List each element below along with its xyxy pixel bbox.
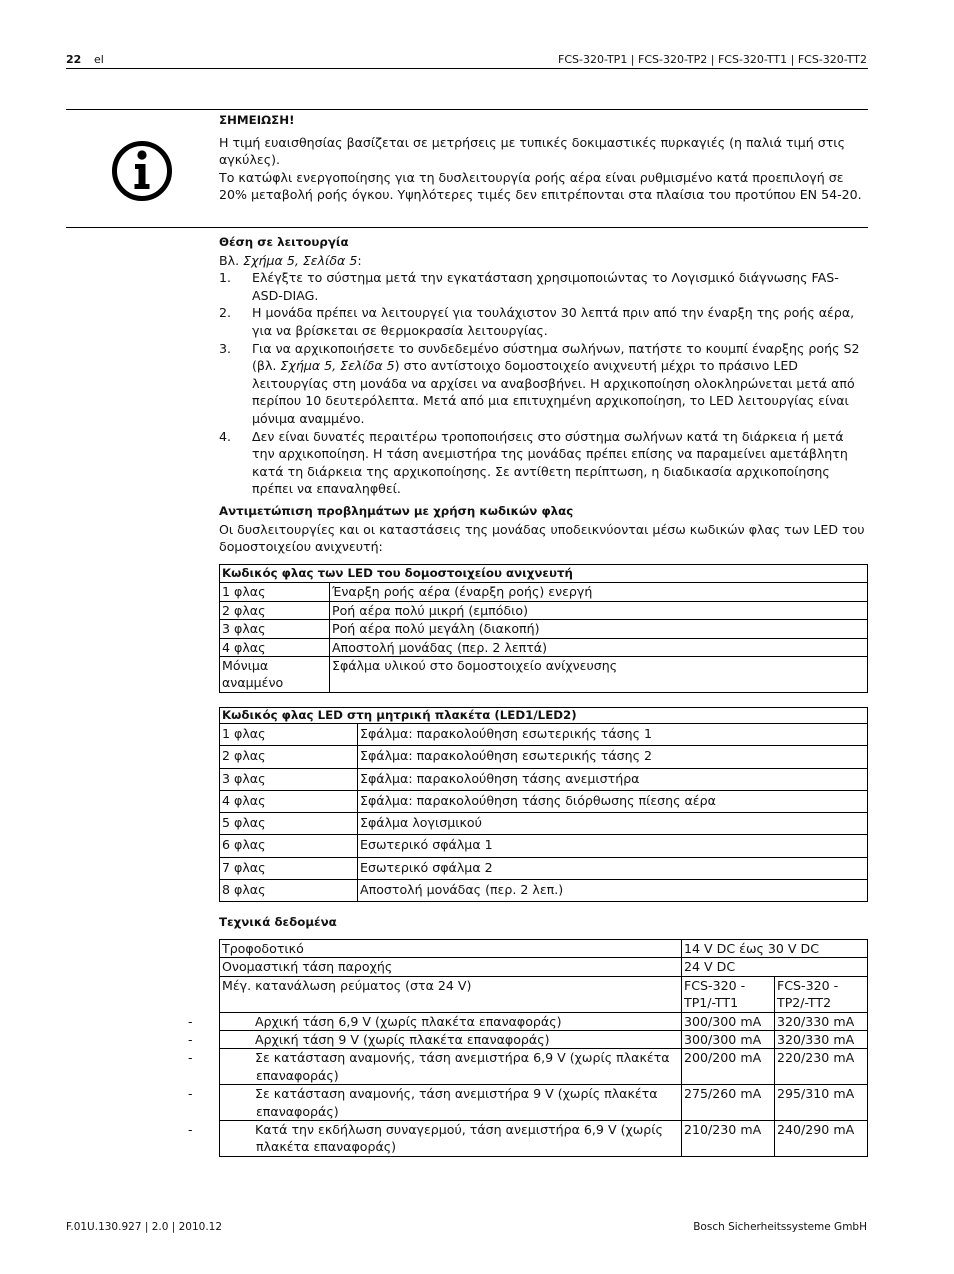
table-row: Μόνιμα αναμμένο Σφάλμα υλικού στο δομοστοιχείο ανίχνευσης [220,657,868,693]
table-row: 6 φλας Εσωτερικό σφάλμα 1 [220,835,868,857]
list-item: 4. Δεν είναι δυνατές περαιτέρω τροποποιήσεις στο σύστημα σωλήνων κατά τη διάρκεια ή μετά την αρχικοποίηση. Η τάση ανεμιστήρα της μονάδας πρέπει επίσης να παραμείνει αμετάβλητη κατά τη διάρκεια της αρχικοποίησης. Σε αντίθετη περίπτωση, η διαδικασία αρχικοποίησης πρέπει να επαναληφθεί. [219,428,848,497]
troubleshooting-section [219,503,868,556]
table-row: 8 φλας Αποστολή μονάδας (περ. 2 λεπ.) [220,880,868,902]
table-header: Κωδικός φλας των LED του δομοστοιχείου ανιχνευτή [220,565,868,583]
table-row: 3 φλας Ροή αέρα πολύ μεγάλη (διακοπή) [220,620,868,638]
troubleshooting-intro: Οι δυσλειτουργίες και οι καταστάσεις της μονάδας υποδεικνύονται μέσω κωδικών φλας των LED του δομοστοιχείου ανιχνευτή: [219,521,865,555]
page-number: 22 [66,53,82,66]
note-paragraph-2: Το κατώφλι ενεργοποίησης για τη δυσλειτουργία ροής αέρα είναι ρυθμισμένο κατά προεπιλογή σε 20% μεταβολή ροής όγκου. Υψηλότερες τιμές δεν επιτρέπονται στα πλαίσια του προτύπου EN 54-20. [219,169,862,203]
figure-reference: Βλ. Σχήμα 5, Σελίδα 5: [219,252,362,268]
table-row: 1 φλας Έναρξη ροής αέρα (έναρξη ροής) ενεργή [220,583,868,601]
detector-flash-table [219,564,868,693]
technical-data-table [188,939,868,1157]
company-name: Bosch Sicherheitssysteme GmbH [693,1221,867,1233]
commissioning-heading: Θέση σε λειτουργία [219,235,349,249]
table-row: 2 φλας Ροή αέρα πολύ μικρή (εμπόδιο) [220,601,868,619]
table-row: 1 φλας Σφάλμα: παρακολούθηση εσωτερικής τάσης 1 [220,724,868,746]
note-heading: ΣΗΜΕΙΩΣΗ! [219,113,295,127]
note-bottom-rule [66,227,868,228]
table-row: - Αρχική τάση 6,9 V (χωρίς πλακέτα επαναφοράς) 300/300 mA 320/330 mA [220,1012,868,1030]
table-row: - Αρχική τάση 9 V (χωρίς πλακέτα επαναφοράς) 300/300 mA 320/330 mA [220,1031,868,1049]
table-row: - Σε κατάσταση αναμονής, τάση ανεμιστήρα 6,9 V (χωρίς πλακέτα επαναφοράς) 200/200 mA 220/230 mA [220,1049,868,1085]
note-top-rule [66,109,868,110]
document-id: F.01U.130.927 | 2.0 | 2010.12 [66,1221,223,1233]
list-item: 1. Ελέγξτε το σύστημα μετά την εγκατάσταση χρησιμοποιώντας το Λογισμικό διάγνωσης FAS-ASD-DIAG. [219,270,839,303]
table-row: 3 φλας Σφάλμα: παρακολούθηση τάσης ανεμιστήρα [220,768,868,790]
table-row: 5 φλας Σφάλμα λογισμικού [220,813,868,835]
table-row: 2 φλας Σφάλμα: παρακολούθηση εσωτερικής τάσης 2 [220,746,868,768]
table-row: 7 φλας Εσωτερικό σφάλμα 2 [220,857,868,879]
note-box [219,112,868,204]
list-item: 3. Για να αρχικοποιήσετε το συνδεδεμένο σύστημα σωλήνων, πατήστε το κουμπί έναρξης ροής S2 (βλ. Σχήμα 5, Σελίδα 5) στο αντίστοιχο δομοστοιχείο ανιχνευτή μέχρι το πράσινο LED λειτουργίας στη μονάδα να αρχίσει να αναβοσβήνει. Η αρχικοποίηση ολοκληρώνεται μετά από περίπου 10 δευτερόλεπτα. Μετά από μια επιτυχημένη αρχικοποίηση, το LED λειτουργίας είναι μόνιμα αναμμένο. [219,340,860,426]
commissioning-steps [219,269,868,498]
list-item: 2. Η μονάδα πρέπει να λειτουργεί για τουλάχιστον 30 λεπτά πριν από την έναρξη της ροής αέρα, για να βρίσκεται σε θερμοκρασία λειτουργίας. [219,305,855,338]
technical-heading: Τεχνικά δεδομένα [219,915,337,929]
commissioning-section [219,234,868,498]
header-rule [66,68,868,69]
table-header: Κωδικός φλας LED στη μητρική πλακέτα (LED1/LED2) [220,708,868,724]
table-row: Ονομαστική τάση παροχής 24 V DC [220,958,868,976]
note-paragraph-1: Η τιμή ευαισθησίας βασίζεται σε μετρήσεις με τυπικές δοκιμαστικές πυρκαγιές (η παλιά τιμή στις αγκύλες). [219,134,845,168]
motherboard-flash-table [219,707,868,902]
table-row: 4 φλας Αποστολή μονάδας (περ. 2 λεπτά) [220,638,868,656]
table-row: Τροφοδοτικό 14 V DC έως 30 V DC [220,940,868,958]
language-code: el [94,53,104,66]
table-row: - Σε κατάσταση αναμονής, τάση ανεμιστήρα 9 V (χωρίς πλακέτα επαναφοράς) 275/260 mA 295/310 mA [220,1085,868,1121]
info-icon [111,140,173,202]
table-row: 4 φλας Σφάλμα: παρακολούθηση τάσης διόρθωσης πίεσης αέρα [220,790,868,812]
table-row: - Κατά την εκδήλωση συναγερμού, τάση ανεμιστήρα 6,9 V (χωρίς πλακέτα επαναφοράς) 210/230 mA 240/290 mA [220,1121,868,1157]
troubleshooting-heading: Αντιμετώπιση προβλημάτων με χρήση κωδικών φλας [219,504,574,518]
product-title: FCS-320-TP1 | FCS-320-TP2 | FCS-320-TT1 | FCS-320-TT2 [558,53,867,66]
table-row: Μέγ. κατανάλωση ρεύματος (στα 24 V) FCS-320 -TP1/-TT1 FCS-320 -TP2/-TT2 [220,976,868,1012]
